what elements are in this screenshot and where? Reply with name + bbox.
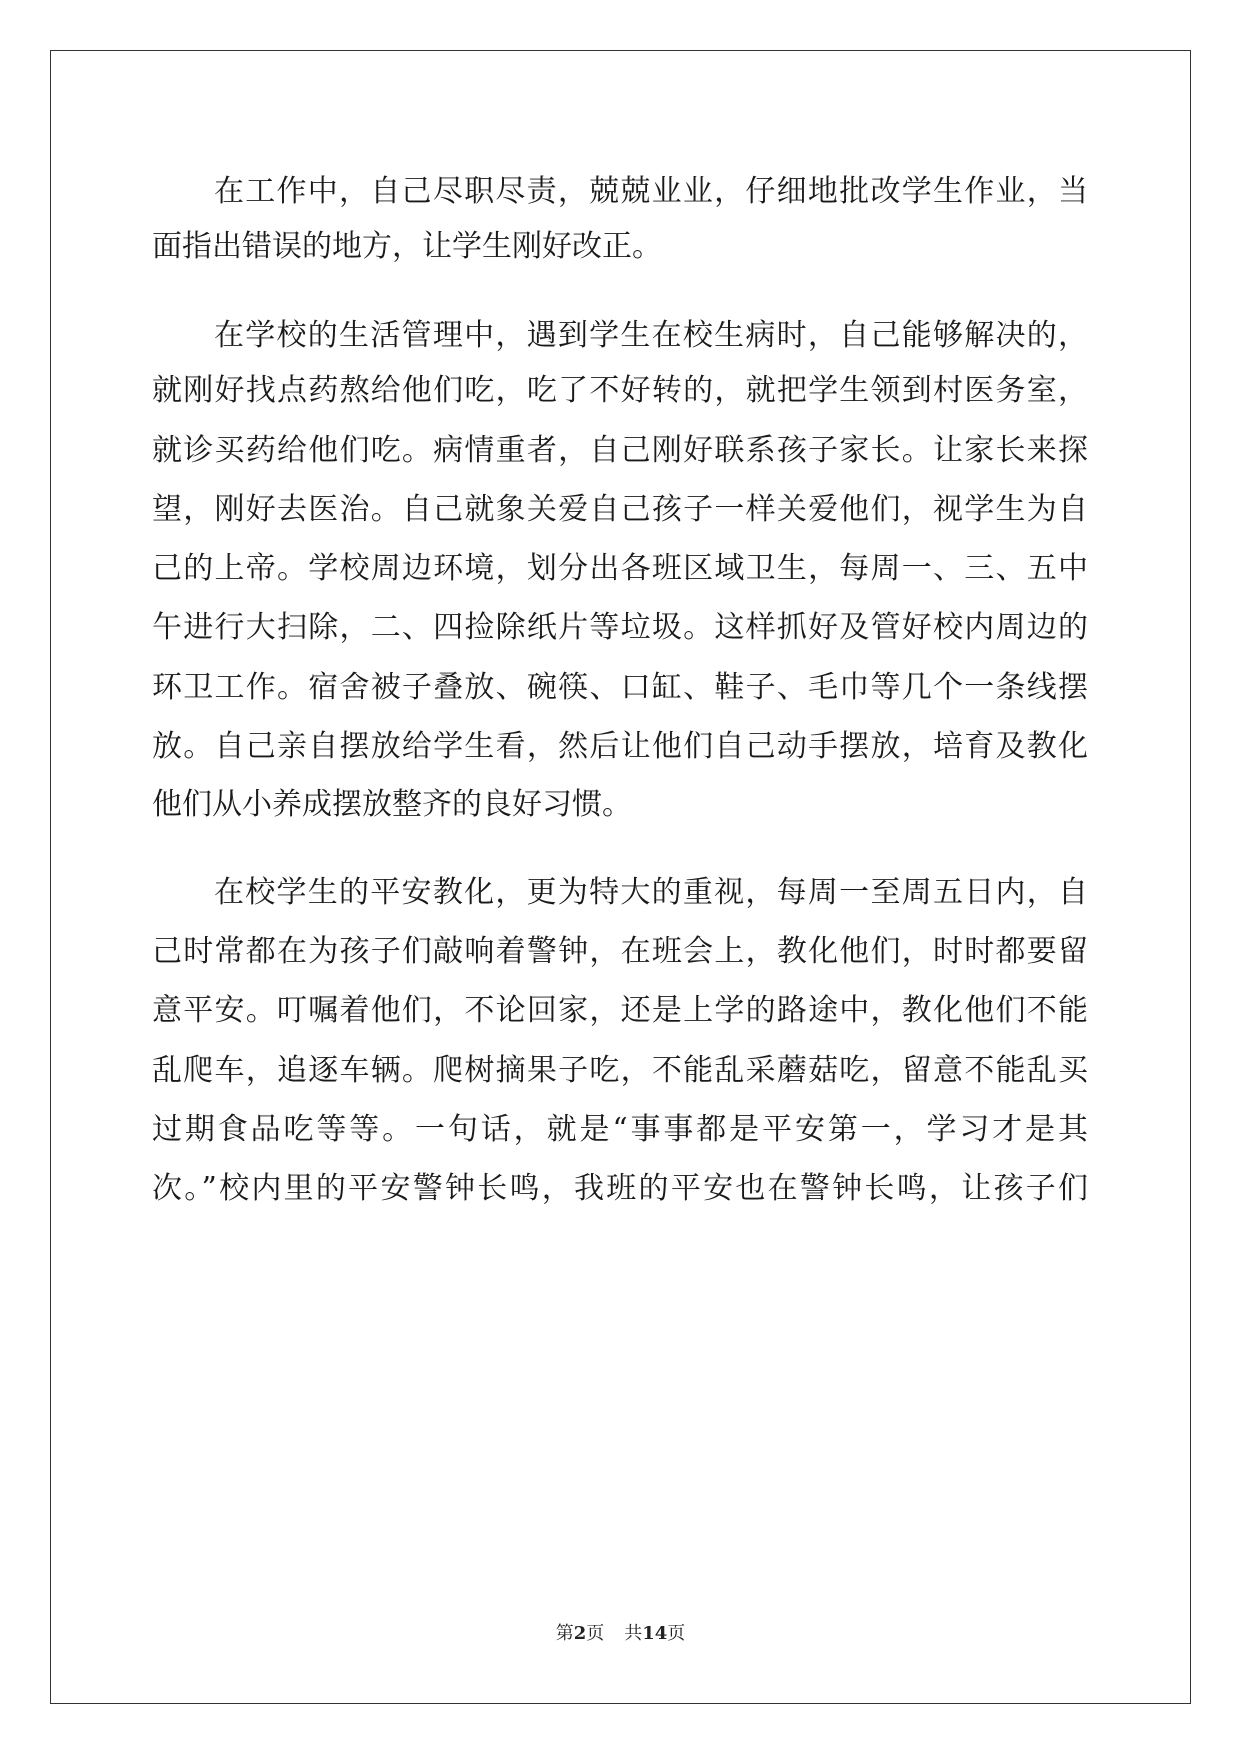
paragraph-3-line-6: 次。”校内里的平安警钟长鸣，我班的平安也在警钟长鸣，让孩子们	[152, 1171, 1088, 1206]
paragraph-2-line-4: 望，刚好去医治。自己就象关爱自己孩子一样关爱他们，视学生为自	[152, 492, 1088, 527]
paragraph-3-line-2: 己时常都在为孩子们敲响着警钟，在班会上，教化他们，时时都要留	[152, 934, 1088, 969]
paragraph-2-line-2: 就刚好找点药熬给他们吃，吃了不好转的，就把学生领到村医务室，	[152, 373, 1088, 408]
paragraph-2-line-5: 己的上帝。学校周边环境，划分出各班区域卫生，每周一、三、五中	[152, 551, 1088, 586]
paragraph-3-line-1: 在校学生的平安教化，更为特大的重视，每周一至周五日内，自	[214, 875, 1088, 910]
paragraph-3-line-5: 过期食品吃等等。一句话，就是“事事都是平安第一，学习才是其	[152, 1112, 1088, 1147]
paragraph-2-line-7: 环卫工作。宿舍被子叠放、碗筷、口缸、鞋子、毛巾等几个一条线摆	[152, 670, 1088, 705]
paragraph-1-line-2: 面指出错误的地方，让学生刚好改正。	[152, 229, 662, 264]
paragraph-3-line-4: 乱爬车，追逐车辆。爬树摘果子吃，不能乱采蘑菇吃，留意不能乱买	[152, 1053, 1088, 1088]
total-pages: 14	[642, 1623, 668, 1644]
total-suffix: 页	[667, 1623, 686, 1644]
paragraph-2-line-1: 在学校的生活管理中，遇到学生在校生病时，自己能够解决的，	[214, 318, 1088, 353]
paragraph-3-line-3: 意平安。叮嘱着他们，不论回家，还是上学的路途中，教化他们不能	[152, 993, 1088, 1028]
paragraph-2-line-3: 就诊买药给他们吃。病情重者，自己刚好联系孩子家长。让家长来探	[152, 433, 1088, 468]
page-number: 2	[573, 1623, 587, 1644]
paragraph-2-line-8: 放。自己亲自摆放给学生看，然后让他们自己动手摆放，培育及教化	[152, 729, 1088, 764]
page-footer	[0, 1622, 1241, 1646]
total-prefix: 共	[624, 1623, 643, 1644]
page-suffix: 页	[586, 1623, 605, 1644]
paragraph-2-line-9: 他们从小养成摆放整齐的良好习惯。	[152, 787, 632, 822]
paragraph-1-line-1: 在工作中，自己尽职尽责，兢兢业业，仔细地批改学生作业，当	[214, 174, 1088, 209]
page-prefix: 第	[555, 1623, 574, 1644]
paragraph-2-line-6: 午进行大扫除，二、四捡除纸片等垃圾。这样抓好及管好校内周边的	[152, 610, 1088, 645]
